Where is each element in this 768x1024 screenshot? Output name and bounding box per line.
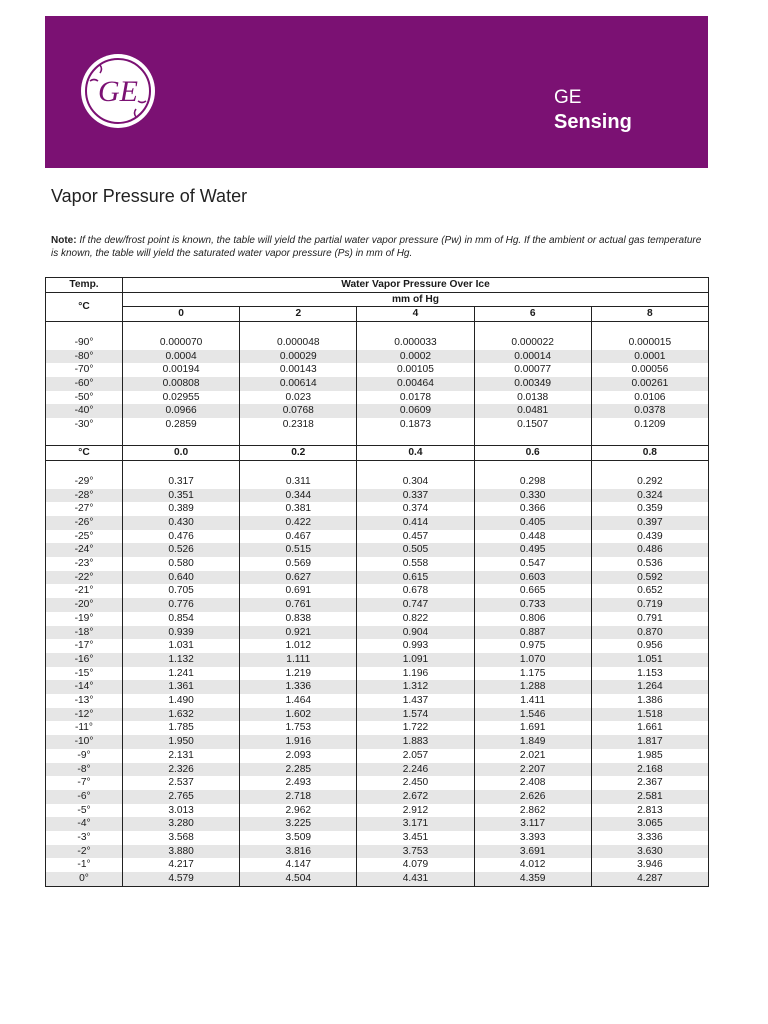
pressure-cell: 1.950: [123, 735, 240, 749]
pressure-cell: 2.626: [474, 790, 591, 804]
pressure-cell: 0.476: [123, 530, 240, 544]
pressure-cell: 3.753: [357, 845, 474, 859]
table-row: [46, 626, 709, 640]
pressure-cell: 1.312: [357, 680, 474, 694]
temperature-cell: -7°: [46, 776, 123, 790]
temperature-cell: -13°: [46, 694, 123, 708]
temperature-cell: -26°: [46, 516, 123, 530]
temperature-cell: -60°: [46, 377, 123, 391]
pressure-cell: 0.0138: [474, 391, 591, 405]
table-row: [46, 708, 709, 722]
pressure-cell: 1.518: [591, 708, 708, 722]
pressure-cell: 0.00105: [357, 363, 474, 377]
pressure-cell: 0.536: [591, 557, 708, 571]
pressure-cell: 4.217: [123, 858, 240, 872]
unit-header: °C: [46, 292, 123, 321]
pressure-cell: 0.344: [240, 489, 357, 503]
pressure-cell: 0.0002: [357, 350, 474, 364]
pressure-cell: 0.975: [474, 639, 591, 653]
pressure-cell: 0.854: [123, 612, 240, 626]
table-row: [46, 763, 709, 777]
pressure-cell: 0.0481: [474, 404, 591, 418]
pressure-cell: 2.168: [591, 763, 708, 777]
column-header: 2: [240, 307, 357, 322]
column-header: 6: [474, 307, 591, 322]
pressure-cell: 3.630: [591, 845, 708, 859]
column-header: 0.8: [591, 446, 708, 461]
pressure-cell: 0.921: [240, 626, 357, 640]
pressure-cell: 0.806: [474, 612, 591, 626]
pressure-cell: 0.324: [591, 489, 708, 503]
pressure-cell: 0.00808: [123, 377, 240, 391]
pressure-cell: 0.467: [240, 530, 357, 544]
pressure-cell: 1.661: [591, 721, 708, 735]
pressure-cell: 1.070: [474, 653, 591, 667]
table-row: [46, 749, 709, 763]
temperature-cell: -28°: [46, 489, 123, 503]
pressure-cell: 1.031: [123, 639, 240, 653]
table-row: [46, 391, 709, 405]
pressure-cell: 0.00014: [474, 350, 591, 364]
pressure-cell: 3.280: [123, 817, 240, 831]
pressure-cell: 3.336: [591, 831, 708, 845]
pressure-cell: 0.00261: [591, 377, 708, 391]
table-row: [46, 584, 709, 598]
pressure-cell: 0.652: [591, 584, 708, 598]
pressure-cell: 3.013: [123, 804, 240, 818]
temperature-cell: -10°: [46, 735, 123, 749]
pressure-cell: 1.546: [474, 708, 591, 722]
pressure-cell: 0.558: [357, 557, 474, 571]
table-row: [46, 872, 709, 886]
temperature-cell: -2°: [46, 845, 123, 859]
table-row: [46, 680, 709, 694]
pressure-cell: 0.00056: [591, 363, 708, 377]
pressure-cell: 0.448: [474, 530, 591, 544]
temperature-cell: -6°: [46, 790, 123, 804]
temperature-cell: -24°: [46, 543, 123, 557]
note-text: If the dew/frost point is known, the table will yield the partial water vapor pressure (Pw) in mm of Hg. If the ambient or actual gas temperature is known, the table will yield the saturated water vapor pressure (Ps) in mm of Hg.: [51, 235, 702, 259]
pressure-cell: 0.838: [240, 612, 357, 626]
temperature-cell: -12°: [46, 708, 123, 722]
temperature-cell: -22°: [46, 571, 123, 585]
pressure-cell: 0.705: [123, 584, 240, 598]
temperature-cell: -15°: [46, 667, 123, 681]
pressure-cell: 0.00029: [240, 350, 357, 364]
table-row: [46, 721, 709, 735]
pressure-cell: 0.486: [591, 543, 708, 557]
pressure-cell: 0.615: [357, 571, 474, 585]
pressure-cell: 0.0004: [123, 350, 240, 364]
pressure-cell: 0.359: [591, 502, 708, 516]
pressure-cell: 0.304: [357, 475, 474, 489]
pressure-cell: 0.457: [357, 530, 474, 544]
table-row: [46, 804, 709, 818]
temperature-cell: -40°: [46, 404, 123, 418]
pressure-cell: 4.287: [591, 872, 708, 886]
subgroup-header: mm of Hg: [123, 292, 709, 307]
pressure-cell: 2.326: [123, 763, 240, 777]
pressure-cell: 1.219: [240, 667, 357, 681]
pressure-cell: 0.0609: [357, 404, 474, 418]
pressure-cell: 3.816: [240, 845, 357, 859]
pressure-cell: 3.171: [357, 817, 474, 831]
pressure-cell: 0.747: [357, 598, 474, 612]
column-header: 0.2: [240, 446, 357, 461]
table-row: [46, 377, 709, 391]
pressure-cell: 2.093: [240, 749, 357, 763]
column-header: 0.6: [474, 446, 591, 461]
pressure-cell: 0.000070: [123, 336, 240, 350]
table-row: [46, 489, 709, 503]
pressure-cell: 0.547: [474, 557, 591, 571]
pressure-cell: 1.175: [474, 667, 591, 681]
ge-logo-icon: [80, 53, 156, 129]
pressure-cell: 0.00143: [240, 363, 357, 377]
pressure-cell: 0.956: [591, 639, 708, 653]
note-paragraph: [51, 234, 711, 260]
pressure-cell: 0.000022: [474, 336, 591, 350]
pressure-cell: 4.012: [474, 858, 591, 872]
table-row: [46, 543, 709, 557]
pressure-cell: 0.397: [591, 516, 708, 530]
pressure-cell: 0.0378: [591, 404, 708, 418]
temperature-cell: -29°: [46, 475, 123, 489]
temperature-cell: -11°: [46, 721, 123, 735]
brand-name: [554, 86, 632, 134]
pressure-cell: 0.939: [123, 626, 240, 640]
pressure-cell: 0.0178: [357, 391, 474, 405]
vapor-pressure-table: [45, 277, 709, 887]
pressure-cell: 2.057: [357, 749, 474, 763]
pressure-cell: 0.1507: [474, 418, 591, 432]
temperature-cell: -5°: [46, 804, 123, 818]
table-row: [46, 336, 709, 350]
pressure-cell: 0.1209: [591, 418, 708, 432]
pressure-cell: 3.568: [123, 831, 240, 845]
temperature-cell: -4°: [46, 817, 123, 831]
pressure-cell: 0.904: [357, 626, 474, 640]
pressure-cell: 0.381: [240, 502, 357, 516]
temperature-cell: -14°: [46, 680, 123, 694]
temperature-cell: -18°: [46, 626, 123, 640]
pressure-cell: 4.579: [123, 872, 240, 886]
pressure-cell: 0.430: [123, 516, 240, 530]
pressure-cell: 2.207: [474, 763, 591, 777]
pressure-cell: 3.225: [240, 817, 357, 831]
pressure-cell: 3.691: [474, 845, 591, 859]
pressure-cell: 0.870: [591, 626, 708, 640]
pressure-cell: 1.051: [591, 653, 708, 667]
pressure-cell: 1.012: [240, 639, 357, 653]
pressure-cell: 1.196: [357, 667, 474, 681]
pressure-cell: 3.880: [123, 845, 240, 859]
temperature-cell: -50°: [46, 391, 123, 405]
pressure-cell: 1.916: [240, 735, 357, 749]
pressure-cell: 0.691: [240, 584, 357, 598]
pressure-cell: 1.602: [240, 708, 357, 722]
pressure-cell: 2.285: [240, 763, 357, 777]
pressure-cell: 4.359: [474, 872, 591, 886]
table-row: [46, 667, 709, 681]
temperature-cell: -21°: [46, 584, 123, 598]
pressure-cell: 2.493: [240, 776, 357, 790]
pressure-cell: 0.330: [474, 489, 591, 503]
pressure-cell: 1.464: [240, 694, 357, 708]
table-row: [46, 612, 709, 626]
pressure-cell: 0.317: [123, 475, 240, 489]
note-label: Note:: [51, 235, 77, 246]
pressure-cell: 0.678: [357, 584, 474, 598]
pressure-cell: 2.813: [591, 804, 708, 818]
table-row: [46, 557, 709, 571]
temperature-cell: -3°: [46, 831, 123, 845]
pressure-cell: 0.023: [240, 391, 357, 405]
table-row: [46, 735, 709, 749]
temperature-cell: -27°: [46, 502, 123, 516]
pressure-cell: 0.422: [240, 516, 357, 530]
pressure-cell: 2.450: [357, 776, 474, 790]
temperature-cell: -9°: [46, 749, 123, 763]
pressure-cell: 0.00614: [240, 377, 357, 391]
temperature-cell: -17°: [46, 639, 123, 653]
pressure-cell: 1.336: [240, 680, 357, 694]
pressure-cell: 1.753: [240, 721, 357, 735]
pressure-cell: 2.367: [591, 776, 708, 790]
pressure-cell: 0.351: [123, 489, 240, 503]
pressure-cell: 1.386: [591, 694, 708, 708]
pressure-cell: 3.509: [240, 831, 357, 845]
pressure-cell: 2.912: [357, 804, 474, 818]
pressure-cell: 0.2318: [240, 418, 357, 432]
table-row: [46, 817, 709, 831]
table-row: [46, 776, 709, 790]
pressure-cell: 0.526: [123, 543, 240, 557]
pressure-cell: 3.065: [591, 817, 708, 831]
pressure-cell: 0.603: [474, 571, 591, 585]
pressure-cell: 1.361: [123, 680, 240, 694]
unit-header: °C: [46, 446, 123, 461]
pressure-cell: 4.147: [240, 858, 357, 872]
pressure-cell: 3.117: [474, 817, 591, 831]
pressure-cell: 0.374: [357, 502, 474, 516]
pressure-cell: 1.411: [474, 694, 591, 708]
pressure-cell: 1.091: [357, 653, 474, 667]
page-title: Vapor Pressure of Water: [51, 186, 248, 206]
column-header: 0.4: [357, 446, 474, 461]
pressure-cell: 1.632: [123, 708, 240, 722]
pressure-cell: 0.515: [240, 543, 357, 557]
pressure-cell: 2.862: [474, 804, 591, 818]
pressure-cell: 0.719: [591, 598, 708, 612]
pressure-cell: 2.672: [357, 790, 474, 804]
pressure-cell: 0.298: [474, 475, 591, 489]
column-header: 0.0: [123, 446, 240, 461]
temperature-cell: -20°: [46, 598, 123, 612]
table-row: [46, 858, 709, 872]
table-row: [46, 598, 709, 612]
pressure-cell: 0.0106: [591, 391, 708, 405]
table-row: [46, 694, 709, 708]
pressure-cell: 2.131: [123, 749, 240, 763]
temperature-cell: -16°: [46, 653, 123, 667]
header-banner: [45, 16, 708, 168]
pressure-cell: 0.292: [591, 475, 708, 489]
pressure-cell: 0.1873: [357, 418, 474, 432]
pressure-cell: 0.791: [591, 612, 708, 626]
pressure-cell: 0.569: [240, 557, 357, 571]
pressure-cell: 0.640: [123, 571, 240, 585]
table-row: [46, 516, 709, 530]
pressure-cell: 0.0768: [240, 404, 357, 418]
pressure-cell: 0.439: [591, 530, 708, 544]
column-header: 4: [357, 307, 474, 322]
pressure-cell: 0.733: [474, 598, 591, 612]
temp-header: Temp.: [46, 278, 123, 293]
temperature-cell: -70°: [46, 363, 123, 377]
pressure-cell: 0.00349: [474, 377, 591, 391]
table-row: [46, 404, 709, 418]
pressure-cell: 1.437: [357, 694, 474, 708]
temperature-cell: -30°: [46, 418, 123, 432]
pressure-cell: 0.495: [474, 543, 591, 557]
pressure-cell: 0.000033: [357, 336, 474, 350]
pressure-cell: 0.311: [240, 475, 357, 489]
pressure-cell: 1.241: [123, 667, 240, 681]
pressure-cell: 0.761: [240, 598, 357, 612]
pressure-cell: 0.0001: [591, 350, 708, 364]
pressure-cell: 1.691: [474, 721, 591, 735]
pressure-cell: 0.00194: [123, 363, 240, 377]
pressure-cell: 3.393: [474, 831, 591, 845]
pressure-cell: 2.718: [240, 790, 357, 804]
pressure-cell: 0.366: [474, 502, 591, 516]
table-row: [46, 350, 709, 364]
pressure-cell: 0.0966: [123, 404, 240, 418]
temperature-cell: -90°: [46, 336, 123, 350]
pressure-cell: 0.776: [123, 598, 240, 612]
brand-line-1: GE: [554, 87, 582, 108]
pressure-cell: 2.962: [240, 804, 357, 818]
group-header: Water Vapor Pressure Over Ice: [123, 278, 709, 293]
table-row: [46, 639, 709, 653]
pressure-cell: 4.504: [240, 872, 357, 886]
pressure-cell: 1.264: [591, 680, 708, 694]
pressure-cell: 2.581: [591, 790, 708, 804]
temperature-cell: -80°: [46, 350, 123, 364]
temperature-cell: -25°: [46, 530, 123, 544]
pressure-cell: 4.431: [357, 872, 474, 886]
column-header: 8: [591, 307, 708, 322]
pressure-cell: 0.337: [357, 489, 474, 503]
pressure-cell: 1.490: [123, 694, 240, 708]
temperature-cell: -8°: [46, 763, 123, 777]
pressure-cell: 1.111: [240, 653, 357, 667]
table-row: [46, 363, 709, 377]
pressure-cell: 2.408: [474, 776, 591, 790]
pressure-cell: 1.817: [591, 735, 708, 749]
table-row: [46, 475, 709, 489]
pressure-cell: 0.389: [123, 502, 240, 516]
temperature-cell: -19°: [46, 612, 123, 626]
pressure-cell: 1.883: [357, 735, 474, 749]
pressure-cell: 1.153: [591, 667, 708, 681]
pressure-cell: 0.000015: [591, 336, 708, 350]
pressure-cell: 0.592: [591, 571, 708, 585]
temperature-cell: 0°: [46, 872, 123, 886]
pressure-cell: 0.00077: [474, 363, 591, 377]
pressure-cell: 1.722: [357, 721, 474, 735]
pressure-cell: 0.665: [474, 584, 591, 598]
pressure-cell: 0.822: [357, 612, 474, 626]
pressure-cell: 0.414: [357, 516, 474, 530]
pressure-cell: 1.574: [357, 708, 474, 722]
table-row: [46, 790, 709, 804]
pressure-cell: 4.079: [357, 858, 474, 872]
table-row: [46, 530, 709, 544]
pressure-cell: 2.021: [474, 749, 591, 763]
pressure-cell: 3.946: [591, 858, 708, 872]
pressure-cell: 0.2859: [123, 418, 240, 432]
pressure-cell: 0.405: [474, 516, 591, 530]
pressure-cell: 3.451: [357, 831, 474, 845]
logo-lettering: GE: [98, 75, 138, 108]
temperature-cell: -1°: [46, 858, 123, 872]
pressure-cell: 1.288: [474, 680, 591, 694]
table-row: [46, 653, 709, 667]
column-header: 0: [123, 307, 240, 322]
table-row: [46, 418, 709, 432]
pressure-cell: 0.000048: [240, 336, 357, 350]
table-row: [46, 831, 709, 845]
pressure-cell: 0.627: [240, 571, 357, 585]
pressure-cell: 1.132: [123, 653, 240, 667]
table-row: [46, 845, 709, 859]
pressure-cell: 0.00464: [357, 377, 474, 391]
pressure-cell: 0.505: [357, 543, 474, 557]
temperature-cell: -23°: [46, 557, 123, 571]
brand-line-2: Sensing: [554, 111, 632, 133]
pressure-cell: 2.537: [123, 776, 240, 790]
pressure-cell: 0.02955: [123, 391, 240, 405]
pressure-cell: 2.765: [123, 790, 240, 804]
pressure-cell: 0.887: [474, 626, 591, 640]
table-row: [46, 571, 709, 585]
table-row: [46, 502, 709, 516]
pressure-cell: 1.985: [591, 749, 708, 763]
pressure-cell: 0.993: [357, 639, 474, 653]
pressure-cell: 1.849: [474, 735, 591, 749]
pressure-cell: 0.580: [123, 557, 240, 571]
pressure-cell: 2.246: [357, 763, 474, 777]
pressure-cell: 1.785: [123, 721, 240, 735]
